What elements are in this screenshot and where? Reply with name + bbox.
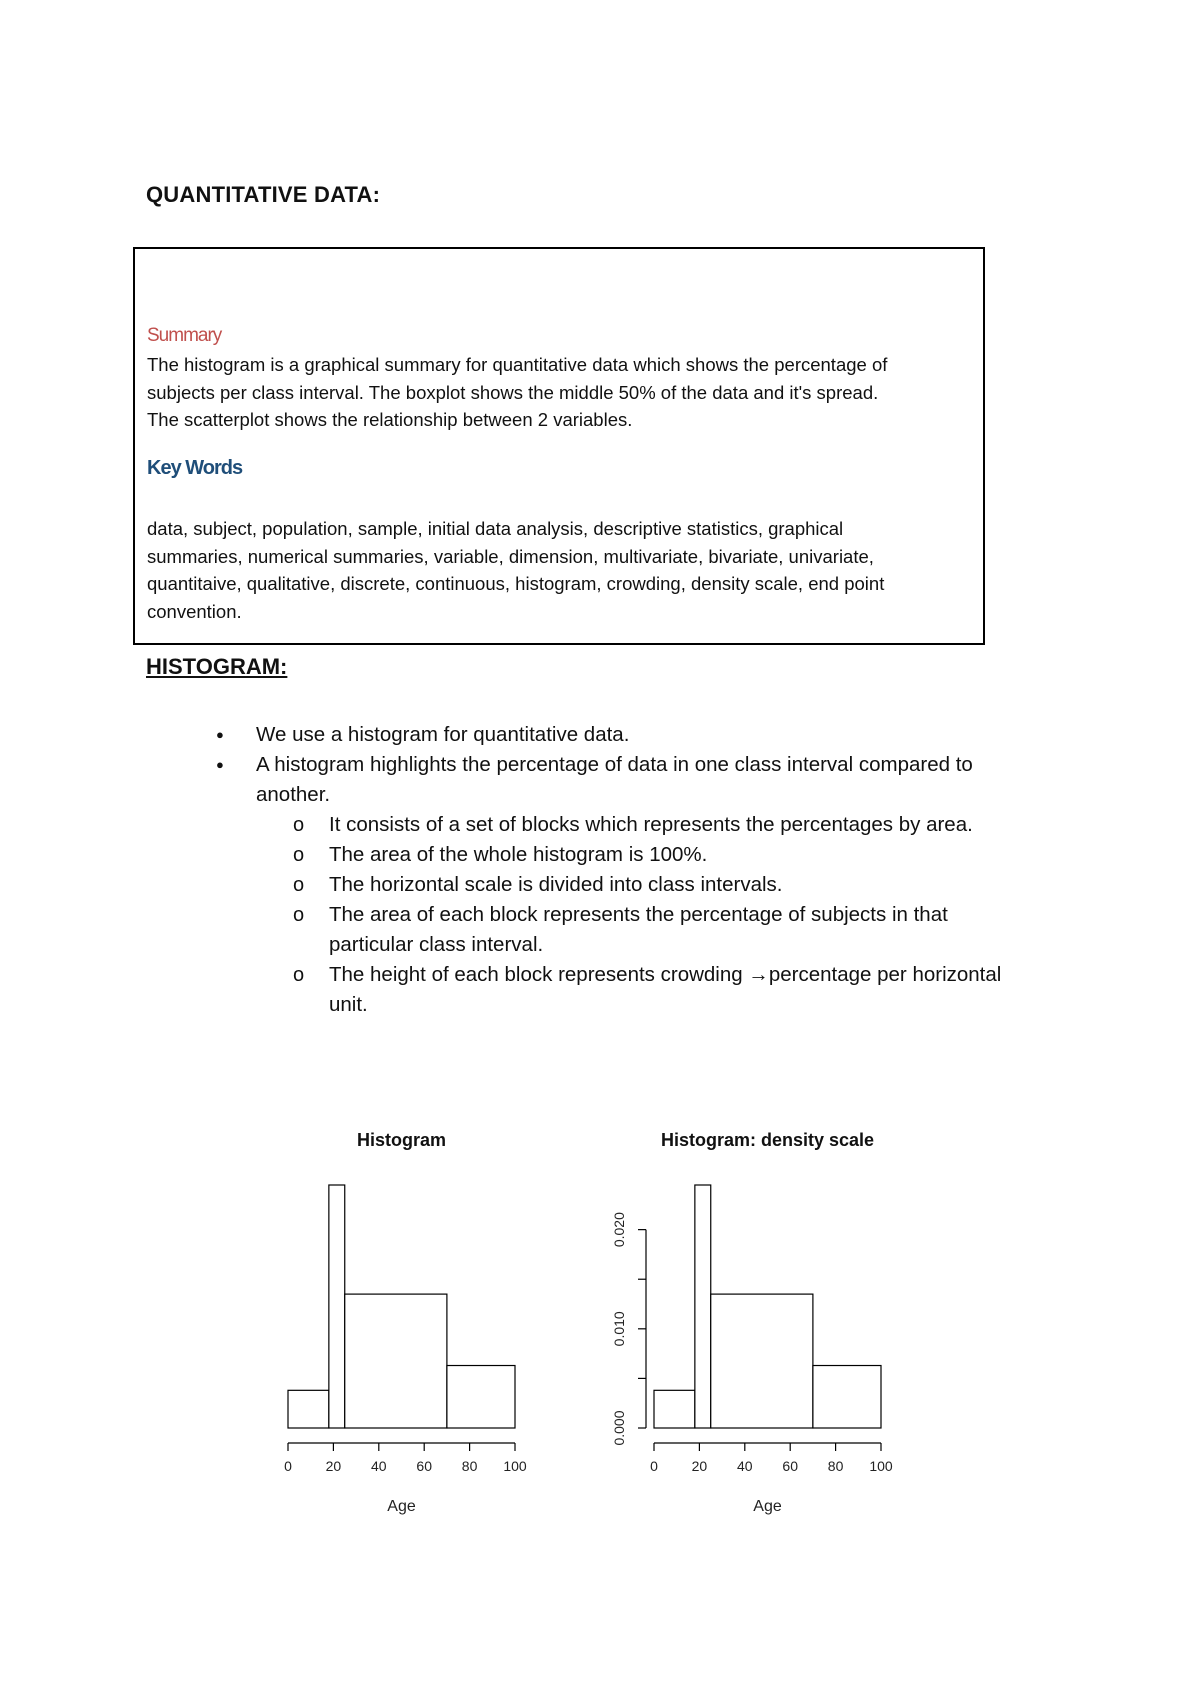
sub-bullet-item: It consists of a set of blocks which represents the percentages by area. [329,813,973,836]
histogram-bar [813,1366,881,1428]
bullet-marker: ● [216,727,224,742]
x-tick-label: 80 [461,1458,478,1474]
sub-bullet-item: The height of each block represents crowding →percentage per horizontal [329,963,1002,986]
x-tick-label: 40 [371,1458,387,1474]
summary-line: The scatterplot shows the relationship between 2 variables. [147,409,633,430]
sub-bullet-marker: o [293,844,305,866]
x-tick-label: 20 [325,1458,342,1474]
x-tick-label: 60 [782,1458,798,1474]
sub-bullet-item-continuation: unit. [329,993,368,1016]
summary-line: subjects per class interval. The boxplot shows the middle 50% of the data and it's spread. [147,381,879,403]
y-tick-label: 0.010 [611,1311,627,1347]
histogram-density-chart [590,1110,950,1530]
y-tick-label: 0.020 [611,1212,627,1248]
chart-title: Histogram: density scale [660,1130,875,1150]
histogram-chart [250,1110,610,1530]
sub-bullet-item-continuation: particular class interval. [329,933,544,956]
x-axis-label: Age [387,1498,416,1515]
summary-box [133,247,985,645]
histogram-bar [711,1294,813,1428]
bullet-marker: ● [216,757,224,772]
bullet-item: A histogram highlights the percentage of data in one class interval compared to [256,753,973,776]
histogram-bar [288,1390,329,1428]
sub-bullet-marker: o [293,964,305,986]
x-tick-label: 100 [503,1458,527,1474]
sub-bullet-item: The area of the whole histogram is 100%. [329,843,708,866]
x-tick-label: 100 [869,1458,893,1474]
sub-bullet-marker: o [293,814,305,836]
keywords-line: data, subject, population, sample, initial data analysis, descriptive statistics, graphical [147,518,844,539]
keywords-line: quantitaive, qualitative, discrete, continuous, histogram, crowding, density scale, end point [147,573,885,594]
histogram-section-title: HISTOGRAM: [146,654,288,679]
histogram-bar [447,1366,515,1428]
charts-area [0,1110,1200,1530]
keywords-text [147,515,977,625]
keywords-line: summaries, numerical summaries, variable, dimension, multivariate, bivariate, univariate, [147,545,874,567]
sub-bullet-marker: o [293,874,305,896]
x-tick-label: 80 [827,1458,844,1474]
page-title: QUANTITATIVE DATA: [146,182,381,207]
chart-title: Histogram [356,1130,447,1150]
bullet-item-continuation: another. [256,783,331,806]
sub-bullet-marker: o [293,904,305,926]
summary-line: The histogram is a graphical summary for quantitative data which shows the percentage of [147,354,888,375]
keywords-line: convention. [147,600,242,622]
x-tick-label: 20 [691,1458,708,1474]
histogram-bar [695,1185,711,1428]
keywords-heading: Key Words [147,457,243,479]
x-tick-label: 0 [650,1458,658,1474]
histogram-bar [654,1390,695,1428]
sub-bullet-item: The horizontal scale is divided into class intervals. [329,873,783,896]
summary-text [147,351,977,434]
y-tick-label: 0.000 [611,1410,627,1446]
summary-heading: Summary [147,325,222,346]
histogram-bar [329,1185,345,1428]
x-tick-label: 60 [416,1458,432,1474]
histogram-bar [345,1294,447,1428]
x-axis-label: Age [753,1498,782,1515]
x-tick-label: 0 [284,1458,292,1474]
x-tick-label: 40 [737,1458,753,1474]
bullet-item: We use a histogram for quantitative data. [256,723,630,746]
sub-bullet-item: The area of each block represents the percentage of subjects in that [329,903,948,926]
